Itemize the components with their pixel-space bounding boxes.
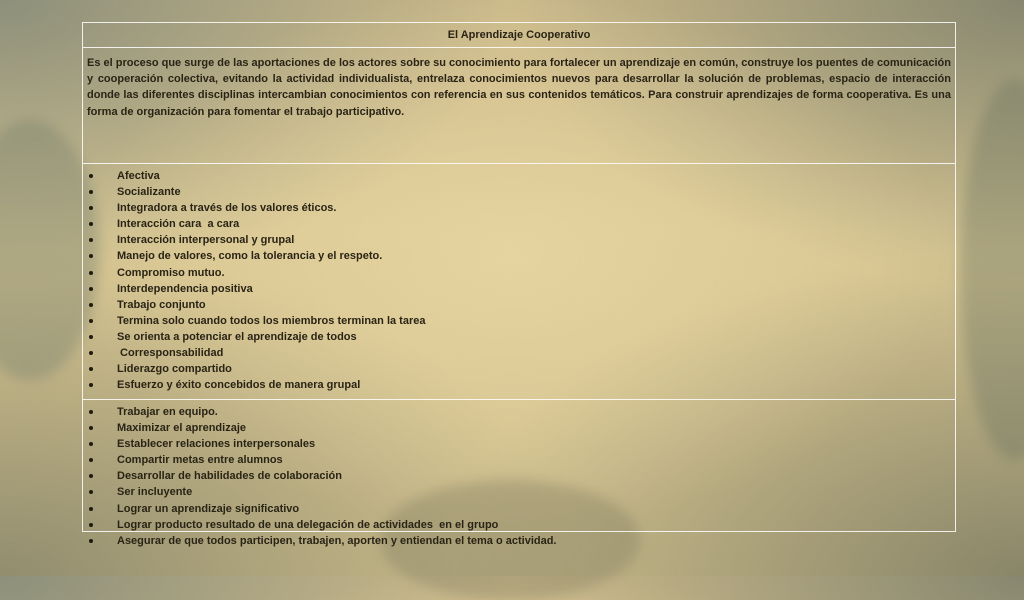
list-item: [83, 436, 955, 452]
bullet-icon: [89, 539, 93, 543]
list-item-text: Compartir metas entre alumnos: [117, 454, 283, 467]
bullet-icon: [89, 523, 93, 527]
list-item: [83, 452, 955, 468]
bullet-icon: [89, 271, 93, 275]
list-item: [83, 265, 955, 281]
bullet-icon: [89, 206, 93, 210]
bullet-icon: [89, 222, 93, 226]
bullet-icon: [89, 474, 93, 478]
bullet-icon: [89, 490, 93, 494]
list-item-text: Lograr producto resultado de una delegación de actividades en el grupo: [117, 518, 499, 531]
list-item-text: Se orienta a potenciar el aprendizaje de todos: [117, 330, 357, 343]
list-item-text: Ser incluyente: [117, 486, 193, 499]
list-item-text: Integradora a través de los valores éticos.: [117, 202, 337, 215]
list-item: [83, 200, 955, 216]
list-item-text: Manejo de valores, como la tolerancia y el respeto.: [117, 250, 383, 263]
cooperative-learning-table: [82, 22, 956, 547]
bullet-icon: [89, 303, 93, 307]
list-item-text: Desarrollar de habilidades de colaboración: [117, 470, 342, 483]
list-item: [83, 404, 955, 420]
bullet-icon: [89, 174, 93, 178]
list-item: [83, 297, 955, 313]
objectives-row: [83, 399, 955, 547]
bullet-icon: [89, 335, 93, 339]
list-item: [83, 501, 955, 517]
bullet-icon: [89, 442, 93, 446]
bullet-icon: [89, 351, 93, 355]
list-item: [83, 184, 955, 200]
bullet-icon: [89, 507, 93, 511]
bullet-icon: [89, 238, 93, 242]
list-item: [83, 329, 955, 345]
list-item-text: Compromiso mutuo.: [117, 266, 225, 279]
list-item-text: Lograr un aprendizaje significativo: [117, 502, 300, 515]
list-item: [83, 517, 955, 533]
list-item: [83, 313, 955, 329]
list-item-text: Liderazgo compartido: [117, 363, 232, 376]
list-item: [83, 248, 955, 264]
bullet-icon: [89, 410, 93, 414]
bullet-icon: [89, 458, 93, 462]
bullet-icon: [89, 319, 93, 323]
list-item-text: Interacción cara a cara: [117, 218, 240, 231]
list-item: [83, 420, 955, 436]
list-item-text: Maximizar el aprendizaje: [117, 422, 246, 435]
bullet-icon: [89, 367, 93, 371]
table-title-row: [83, 23, 955, 47]
list-item-text: Interacción interpersonal y grupal: [117, 234, 295, 247]
list-item-text: Corresponsabilidad: [117, 347, 224, 360]
list-item: [83, 216, 955, 232]
definition-row: [83, 47, 955, 163]
list-item: [83, 468, 955, 484]
list-item-text: Afectiva: [117, 170, 160, 182]
list-item-text: Asegurar de que todos participen, trabajen, aporten y entiendan el tema o actividad.: [117, 534, 557, 547]
bullet-icon: [89, 287, 93, 291]
list-item: [83, 281, 955, 297]
background-stain: [960, 80, 1024, 460]
list-item-text: Trabajar en equipo.: [117, 406, 218, 418]
list-item: [83, 345, 955, 361]
list-item-text: Termina solo cuando todos los miembros terminan la tarea: [117, 314, 426, 327]
list-item-text: Esfuerzo y éxito concebidos de manera grupal: [117, 379, 361, 392]
table-title: El Aprendizaje Cooperativo: [447, 29, 591, 41]
list-item: [83, 232, 955, 248]
list-item-text: Socializante: [117, 186, 181, 199]
characteristics-list: [83, 168, 955, 393]
list-item-text: Trabajo conjunto: [117, 298, 206, 311]
list-item: [83, 168, 955, 184]
bullet-icon: [89, 254, 93, 258]
list-item-text: Interdependencia positiva: [117, 282, 253, 295]
bullet-icon: [89, 383, 93, 387]
list-item: [83, 533, 955, 549]
characteristics-row: [83, 163, 955, 399]
bullet-icon: [89, 426, 93, 430]
list-item-text: Establecer relaciones interpersonales: [117, 438, 316, 451]
list-item: [83, 377, 955, 393]
list-item: [83, 484, 955, 500]
bullet-icon: [89, 190, 93, 194]
definition-text: Es el proceso que surge de las aportaciones de los actores sobre su conocimiento para fortalecer un aprendizaje en común, construye los puentes de comunicación y cooperación colectiva, evitando la actividad individualista, entrelaza conocimientos nuevos para desarrollar la solución de problemas, espacio de interacción donde las diferentes disciplinas intercambian conocimientos con referencia en sus contenidos temáticos. Para construir aprendizajes de forma cooperativa. Es una forma de organización para fomentar el trabajo participativo.: [87, 57, 951, 118]
list-item: [83, 361, 955, 377]
objectives-list: [83, 404, 955, 549]
